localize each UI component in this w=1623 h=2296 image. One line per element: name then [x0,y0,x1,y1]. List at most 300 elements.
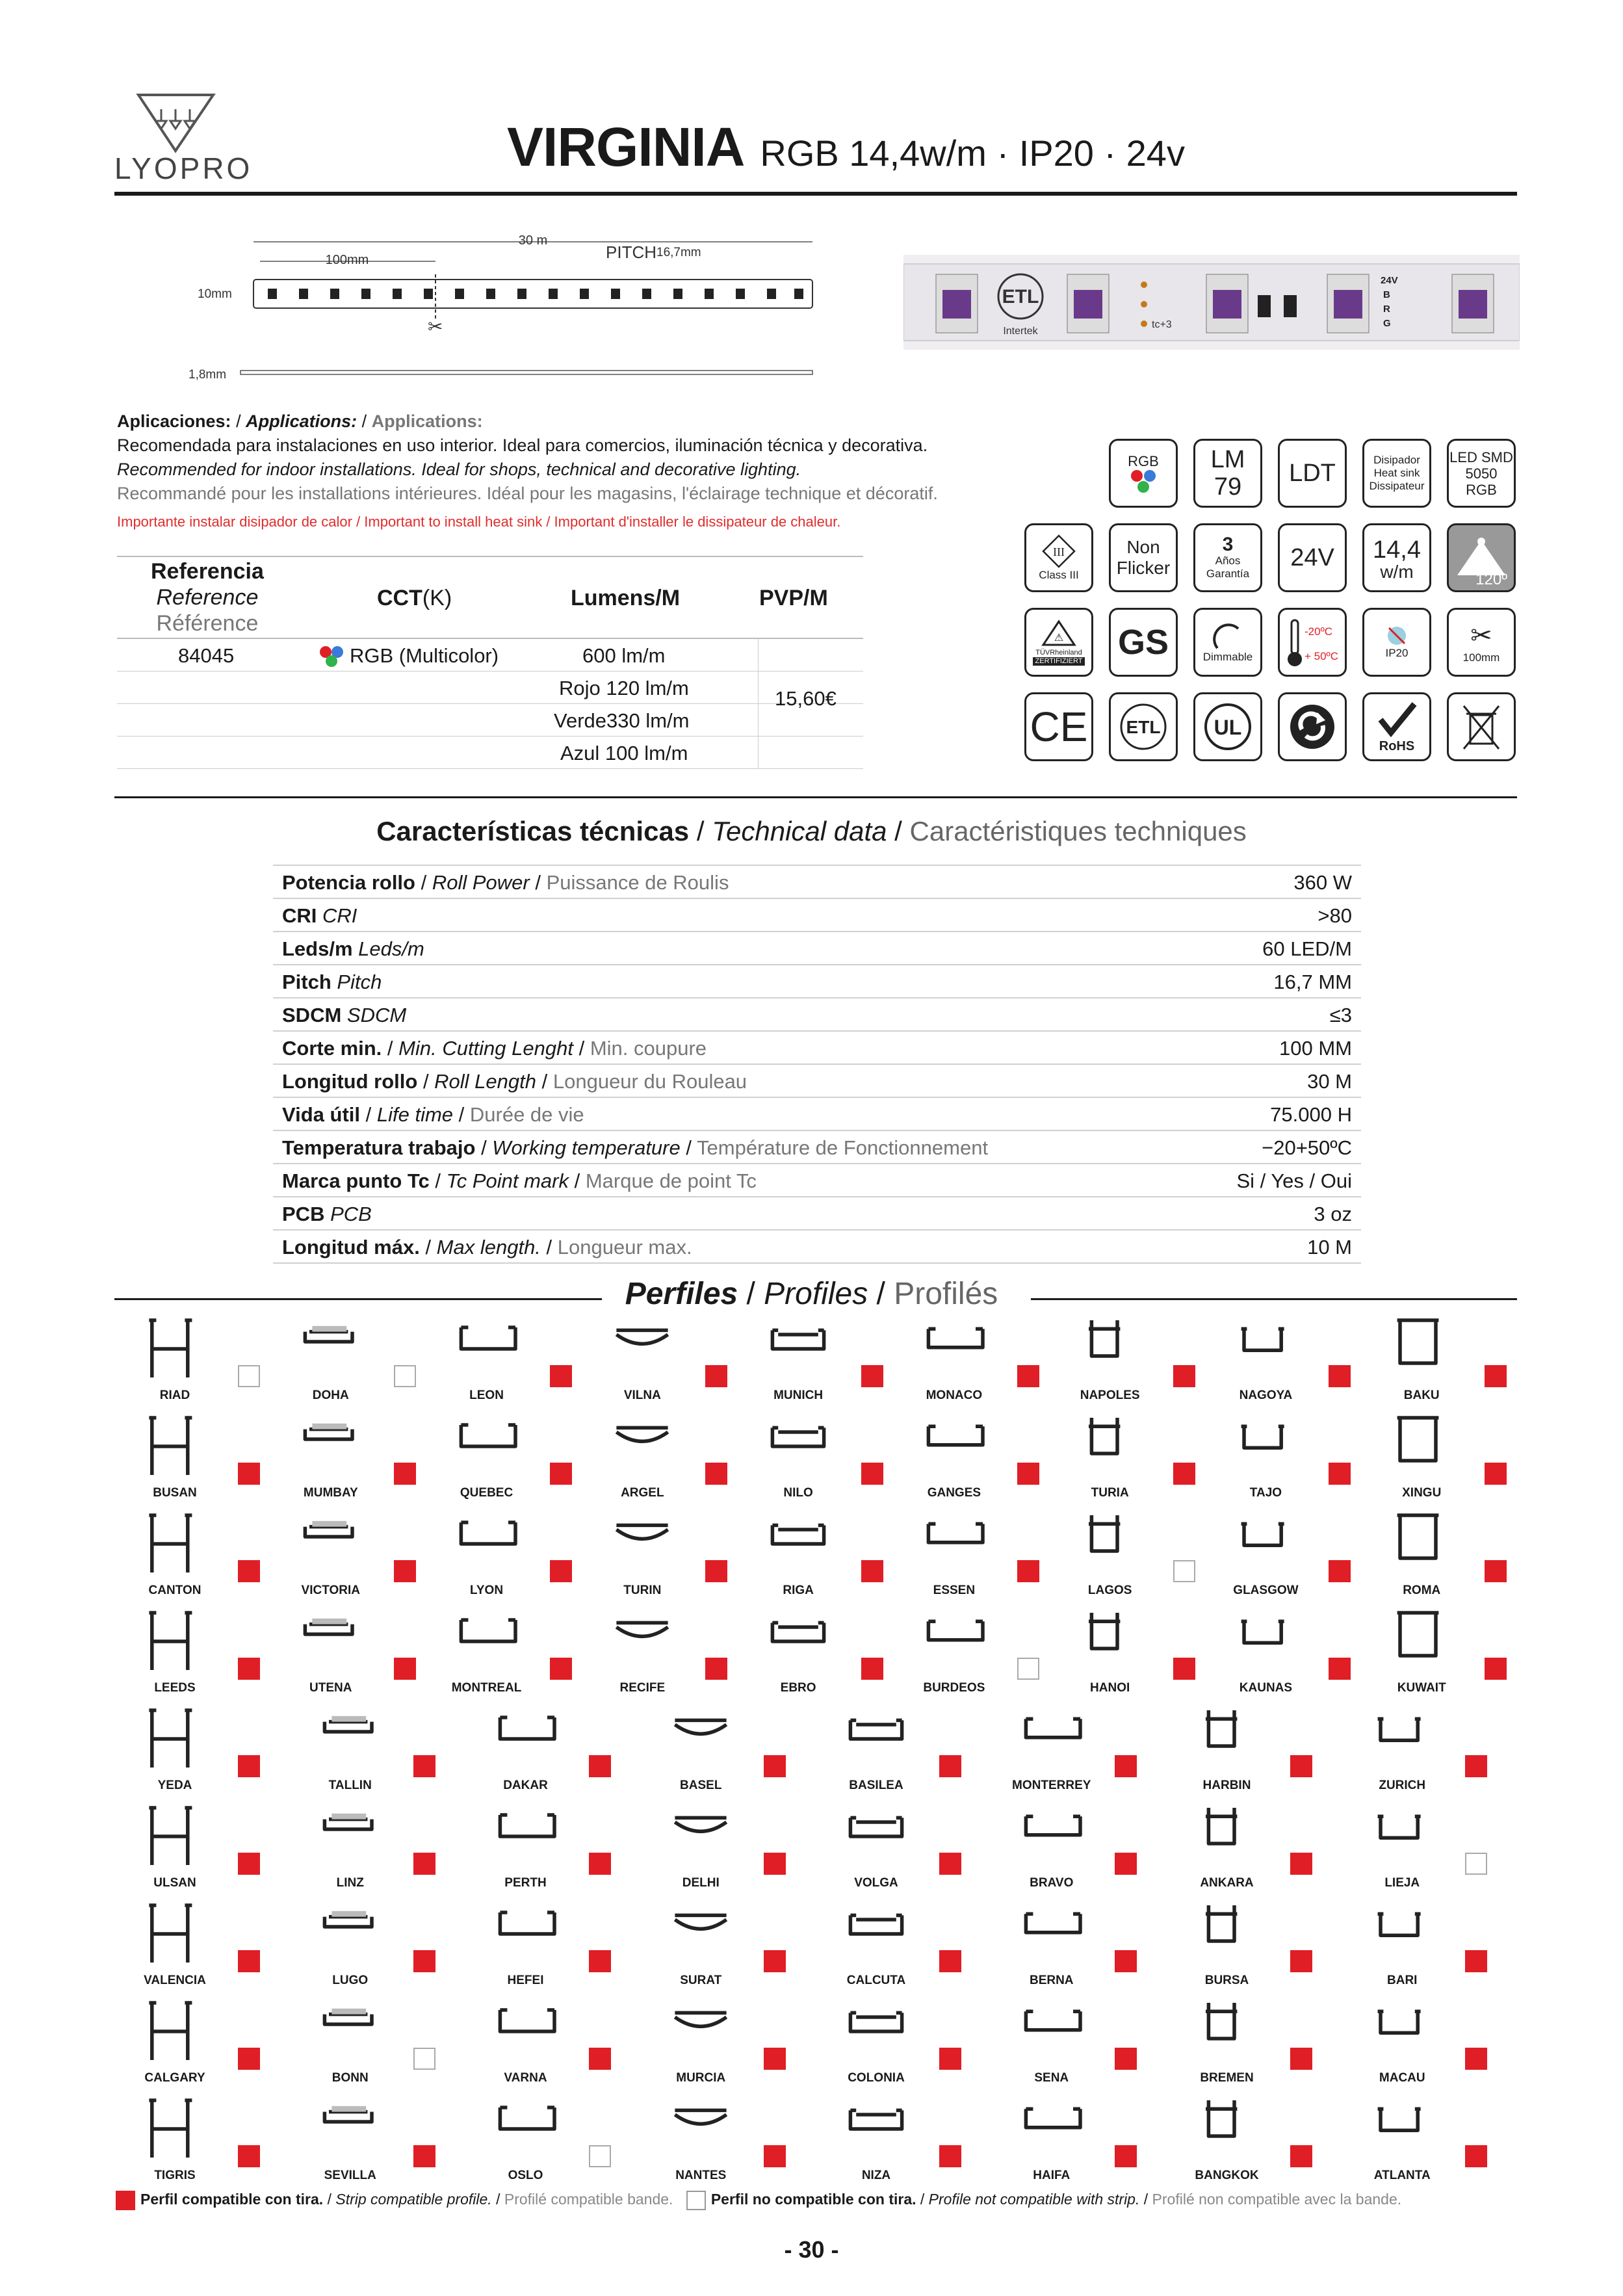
profile-item[interactable] [465,1898,621,1996]
profile-section-icon [114,1313,235,1385]
profile-item[interactable] [114,1703,270,1801]
profile-name: BASEL [680,1779,722,1792]
profile-section-icon [1167,1898,1288,1970]
profile-name: ARGEL [621,1486,664,1500]
profile-item[interactable] [738,1313,894,1411]
compatible-badge [1115,1950,1137,1972]
profile-item[interactable] [1050,1411,1206,1508]
profile-name: NANTES [675,2169,727,2182]
profile-section-icon [991,1898,1112,1970]
profile-item[interactable] [270,1411,426,1508]
profile-item[interactable] [991,1703,1147,1801]
tech-label: Longitud rollo / Roll Length / Longueur du Rouleau [282,1070,747,1093]
profile-item[interactable] [738,1606,894,1703]
compatible-badge [394,1658,416,1680]
profile-section-icon [114,1996,235,2067]
profile-item[interactable] [290,1703,446,1801]
svg-text:ETL: ETL [1126,717,1161,737]
profile-section-icon [991,1703,1112,1775]
profile-section-icon [1050,1313,1171,1385]
profile-name: MONTERREY [1012,1779,1091,1792]
profile-item[interactable] [426,1313,582,1411]
profile-name: BAKU [1403,1389,1440,1402]
profile-name: ESSEN [933,1584,976,1597]
profile-name: BURDEOS [923,1681,985,1695]
profile-name: UTENA [309,1681,352,1695]
power-icon: 14,4 w/m [1362,523,1431,592]
profile-item[interactable] [114,1606,270,1703]
profile-section-icon [114,1801,235,1872]
profile-item[interactable] [1167,1801,1323,1898]
profile-name: SENA [1034,2071,1069,2085]
profile-section-icon [1361,1313,1482,1385]
profile-section-icon [1361,1606,1482,1677]
profile-section-icon [1342,1801,1462,1872]
profile-section-icon [640,1801,761,1872]
profile-section-icon [816,1801,937,1872]
profile-item[interactable] [1361,1313,1517,1411]
profile-name: LEEDS [154,1681,196,1695]
compatible-badge [394,1463,416,1485]
profile-item[interactable] [816,1996,972,2093]
profile-item[interactable] [1167,2093,1323,2191]
profile-name: RIGA [783,1584,814,1597]
tech-value: ≤3 [1329,1004,1352,1026]
profile-item[interactable] [640,1703,796,1801]
profile-section-icon [816,1996,937,2067]
profile-section-icon [640,1996,761,2067]
profile-item[interactable] [426,1606,582,1703]
compatible-badge [705,1463,727,1485]
tech-label: Temperatura trabajo / Working temperature / Température de Fonctionnement [282,1136,989,1159]
profile-section-icon [114,1508,235,1580]
profile-item[interactable] [640,2093,796,2191]
tech-row [273,998,1361,1032]
voltage-icon: 24V [1278,523,1347,592]
profile-name: LIEJA [1384,1876,1420,1890]
compatible-badge [939,2145,961,2167]
profile-section-icon [738,1508,859,1580]
strip-length-label: 30 m [518,235,548,248]
profile-name: RIAD [159,1389,190,1402]
profile-section-icon [738,1313,859,1385]
header-rule [114,192,1517,196]
profile-name: TAJO [1249,1486,1282,1500]
ce-icon: CE [1024,692,1093,761]
profile-item[interactable] [991,1996,1147,2093]
profile-item[interactable] [114,1996,270,2093]
ip20-icon: IP20 [1362,608,1431,677]
tech-value: −20+50ºC [1262,1136,1352,1159]
tech-row [273,866,1361,899]
profile-name: BERNA [1029,1974,1074,1987]
profile-section-icon [465,1703,586,1775]
tech-value: 60 LED/M [1262,937,1352,960]
led-smd-icon: LED SMD 5050 RGB [1447,439,1516,508]
photo-intertek: Intertek [1003,326,1038,337]
compatible-badge [550,1365,572,1387]
beam-angle-icon: 120º [1447,523,1516,592]
profile-name: NIZA [861,2169,891,2182]
segment-label: 100mm [325,253,369,267]
profile-name: VARNA [504,2071,547,2085]
compatible-badge [939,1950,961,1972]
tech-value: >80 [1318,904,1352,927]
compatible-badge [1017,1560,1039,1582]
profile-section-icon [1361,1508,1482,1580]
compatible-badge [1290,1755,1312,1777]
profile-name: NAPOLES [1080,1389,1140,1402]
not-compatible-badge [413,2048,435,2070]
profile-name: BANGKOK [1195,2169,1259,2182]
profile-item[interactable] [290,1801,446,1898]
profiles-title-rules [114,1298,1517,1300]
profile-item[interactable] [290,1898,446,1996]
profile-item[interactable] [465,1801,621,1898]
profile-name: ULSAN [153,1876,196,1890]
height-label: 1,8mm [188,368,227,382]
profile-section-icon [1205,1313,1326,1385]
photo-24v: 24V [1381,275,1398,286]
profile-item[interactable] [1167,1996,1323,2093]
profile-item[interactable] [290,1996,446,2093]
compatible-swatch [116,2191,135,2210]
tech-row [273,1131,1361,1164]
profile-section-icon [270,1508,391,1580]
tech-row [273,899,1361,932]
compatible-badge [1115,2145,1137,2167]
tech-value: 100 MM [1279,1037,1352,1060]
not-compatible-badge [1465,1853,1487,1875]
profile-item[interactable] [991,2093,1147,2191]
profile-section-icon [270,1313,391,1385]
profile-item[interactable] [1342,1996,1498,2093]
profile-item[interactable] [991,1898,1147,1996]
profile-section-icon [582,1313,703,1385]
profile-name: VALENCIA [144,1974,206,1987]
profile-name: XINGU [1402,1486,1442,1500]
compatible-badge [705,1560,727,1582]
profile-name: MONTREAL [451,1681,522,1695]
profile-item[interactable] [1050,1508,1206,1606]
tech-value: 3 oz [1314,1203,1352,1225]
tech-data-title: Características técnicas / Technical data / Caractéristiques techniques [376,816,1247,846]
lumens-red: Rojo 120 lm/m [559,677,689,699]
tech-value: 16,7 MM [1273,971,1352,993]
applications-heading: Aplicaciones: / Applications: / Applications: [117,411,483,431]
profile-section-icon [114,1898,235,1970]
profile-section-icon [1342,1898,1462,1970]
profile-name: HEFEI [507,1974,544,1987]
profile-item[interactable] [1342,1898,1498,1996]
profile-item[interactable] [582,1606,738,1703]
profile-item[interactable] [1050,1313,1206,1411]
profile-name: PERTH [504,1876,547,1890]
profile-item[interactable] [114,1411,270,1508]
tech-row [273,1197,1361,1231]
table-row [117,639,863,672]
profile-item[interactable] [1205,1508,1361,1606]
profile-item[interactable] [991,1801,1147,1898]
compatible-badge [1290,2145,1312,2167]
profile-item[interactable] [738,1508,894,1606]
profile-section-icon [1205,1411,1326,1482]
tech-value: 30 M [1307,1070,1352,1093]
profile-section-icon [991,1801,1112,1872]
profile-item[interactable] [738,1411,894,1508]
profile-item[interactable] [1361,1411,1517,1508]
not-compatible-badge [238,1365,260,1387]
compatible-badge [1017,1463,1039,1485]
compatible-badge [550,1463,572,1485]
compatible-badge [705,1365,727,1387]
tuv-icon: ⚠ TÜVRheinland ZERTIFIZIERT [1024,608,1093,677]
profile-item[interactable] [465,2093,621,2191]
profile-item[interactable] [1205,1411,1361,1508]
profile-item[interactable] [894,1411,1050,1508]
svg-text:✂: ✂ [428,316,443,337]
lumens-header: Lumens/M [571,586,681,610]
width-label: 10mm [198,287,232,301]
compatible-badge [1465,1950,1487,1972]
not-compatible-badge [589,2145,611,2167]
profile-section-icon [270,1411,391,1482]
profile-item[interactable] [270,1313,426,1411]
temperature-icon: -20ºC + 50ºC [1278,608,1347,677]
tech-value: 10 M [1307,1236,1352,1259]
profile-name: ATLANTA [1373,2169,1431,2182]
rgb-dots-icon [320,646,346,668]
profile-name: CALCUTA [846,1974,906,1987]
tech-row [273,965,1361,998]
profile-item[interactable] [114,1508,270,1606]
profile-section-icon [465,1996,586,2067]
compatible-badge [1465,1755,1487,1777]
profile-name: BURSA [1204,1974,1249,1987]
profile-item[interactable] [290,2093,446,2191]
profile-section-icon [1361,1411,1482,1482]
heat-sink-warning: Importante instalar disipador de calor / Important to install heat sink / Important d'installer le dissipateur de chaleur. [117,514,841,530]
profile-section-icon [1205,1508,1326,1580]
gs-icon: GS [1109,608,1178,677]
profile-name: HAIFA [1033,2169,1071,2182]
compatible-badge [413,2145,435,2167]
dimmable-icon: Dimmable [1193,608,1262,677]
profile-item[interactable] [465,1703,621,1801]
compatible-badge [1329,1560,1351,1582]
strip-dimension-drawing [188,235,825,385]
profile-section-icon [1342,1703,1462,1775]
profile-section-icon [640,1898,761,1970]
profile-item[interactable] [426,1411,582,1508]
profile-item[interactable] [582,1313,738,1411]
pvp-header: PVP/M [759,586,828,610]
compatible-badge [939,1853,961,1875]
profile-item[interactable] [114,1313,270,1411]
profile-section-icon [1167,2093,1288,2165]
profile-name: DAKAR [503,1779,548,1792]
profile-item[interactable] [816,1898,972,1996]
profile-name: GANGES [927,1486,981,1500]
profile-name: TIGRIS [154,2169,196,2182]
tech-row [273,1098,1361,1131]
compatible-badge [1329,1658,1351,1680]
svg-text:⚠: ⚠ [1054,633,1064,644]
profile-item[interactable] [816,1801,972,1898]
profile-section-icon [894,1313,1015,1385]
weee-bin-icon [1447,692,1516,761]
profile-section-icon [1167,1801,1288,1872]
compatible-badge [394,1560,416,1582]
compatible-badge [861,1658,883,1680]
profile-item[interactable] [1167,1898,1323,1996]
applications-en: Recommended for indoor installations. Ideal for shops, technical and decorative lighting. [117,460,801,479]
profile-name: ROMA [1403,1584,1441,1597]
compatible-badge [764,1755,786,1777]
profile-item[interactable] [640,1801,796,1898]
photo-tc: tc+3 [1152,319,1172,330]
profile-name: ZURICH [1379,1779,1426,1792]
ldt-icon: LDT [1278,439,1347,508]
compatible-badge [238,1853,260,1875]
ref-code: 84045 [178,644,235,667]
profile-name: MACAU [1379,2071,1425,2085]
section-divider [114,796,1517,798]
compatible-badge [1465,2048,1487,2070]
compatible-badge [1173,1463,1195,1485]
profile-item[interactable] [1167,1703,1323,1801]
not-compatible-badge [1017,1658,1039,1680]
profile-item[interactable] [894,1313,1050,1411]
strip-photo [903,255,1520,350]
profile-item[interactable] [270,1606,426,1703]
profile-section-icon [1205,1606,1326,1677]
profile-item[interactable] [816,1703,972,1801]
compatible-badge [1485,1658,1507,1680]
profile-item[interactable] [114,1801,270,1898]
profile-name: DELHI [682,1876,720,1890]
profile-section-icon [290,1801,411,1872]
product-name: VIRGINIA [507,116,745,177]
profile-item[interactable] [1050,1606,1206,1703]
profile-section-icon [582,1411,703,1482]
profile-section-icon [991,1996,1112,2067]
svg-text:ETL: ETL [1002,286,1039,307]
brand-name: LYOPRO [114,151,253,185]
rohs-icon: RoHS [1362,692,1431,761]
compatible-badge [238,1658,260,1680]
profile-item[interactable] [894,1606,1050,1703]
profile-item[interactable] [582,1508,738,1606]
profile-item[interactable] [640,1996,796,2093]
profile-name: HARBIN [1202,1779,1251,1792]
ul-icon [1193,692,1262,761]
profile-item[interactable] [114,1898,270,1996]
profile-item[interactable] [465,1996,621,2093]
compatible-badge [1017,1365,1039,1387]
compatible-badge [764,2048,786,2070]
profile-section-icon [1050,1606,1171,1677]
profile-item[interactable] [1342,2093,1498,2191]
profile-item[interactable] [1342,1801,1498,1898]
compatible-badge [238,2048,260,2070]
tech-label: SDCM SDCM [282,1004,407,1026]
compatible-badge [1485,1365,1507,1387]
profile-section-icon [1167,1996,1288,2067]
profiles-title: Perfiles / Profiles / Profilés [625,1277,998,1311]
compatible-badge [1485,1463,1507,1485]
profile-section-icon [582,1508,703,1580]
profile-name: MURCIA [676,2071,726,2085]
compatible-badge [589,2048,611,2070]
profile-section-icon [738,1411,859,1482]
table-row [117,737,863,769]
profile-item[interactable] [1361,1508,1517,1606]
profile-item[interactable] [1205,1606,1361,1703]
profile-item[interactable] [582,1411,738,1508]
profile-item[interactable] [816,2093,972,2191]
product-spec: RGB 14,4w/m · IP20 · 24v [760,133,1185,174]
tech-row [273,932,1361,965]
profile-name: MONACO [926,1389,983,1402]
profile-item[interactable] [1205,1313,1361,1411]
compatible-badge [589,1755,611,1777]
profile-item[interactable] [426,1508,582,1606]
profile-item[interactable] [114,2093,270,2191]
profile-item[interactable] [1342,1703,1498,1801]
not-compatible-badge [1173,1560,1195,1582]
profile-name: NILO [783,1486,813,1500]
photo-b: B [1383,289,1390,300]
compatible-badge [1173,1365,1195,1387]
profile-section-icon [640,1703,761,1775]
profile-name: BREMEN [1200,2071,1254,2085]
compatible-badge [413,1853,435,1875]
profile-item[interactable] [894,1508,1050,1606]
profile-name: MUNICH [773,1389,824,1402]
tech-label: Leds/m Leds/m [282,937,424,960]
profile-section-icon [290,1996,411,2067]
profile-name: YEDA [157,1779,192,1792]
price-value: 15,60€ [775,687,837,710]
table-row [117,672,863,704]
profile-name: RECIFE [619,1681,666,1695]
compatible-badge [861,1365,883,1387]
profile-name: QUEBEC [460,1486,513,1500]
profile-section-icon [1342,1996,1462,2067]
profile-name: HANOI [1090,1681,1130,1695]
tech-row [273,1231,1361,1264]
heat-sink-icon: Disipador Heat sink Dissipateur [1362,439,1431,508]
lumens-blue: Azul 100 lm/m [560,742,688,764]
tech-label: Potencia rollo / Roll Power / Puissance de Roulis [282,871,729,894]
cct-header: CCT(K) [377,586,452,610]
compatible-badge [238,1755,260,1777]
profile-name: SURAT [680,1974,722,1987]
profile-name: DOHA [312,1389,349,1402]
compatible-badge [764,1853,786,1875]
profile-section-icon [816,2093,937,2165]
profile-section-icon [465,1801,586,1872]
profile-item[interactable] [270,1508,426,1606]
profile-name: MUMBAY [303,1486,358,1500]
profile-item[interactable] [1361,1606,1517,1703]
tech-label: PCB PCB [282,1203,372,1225]
profile-section-icon [426,1606,547,1677]
profile-item[interactable] [640,1898,796,1996]
profile-name: TURIA [1091,1486,1129,1500]
etl-icon [1109,692,1178,761]
